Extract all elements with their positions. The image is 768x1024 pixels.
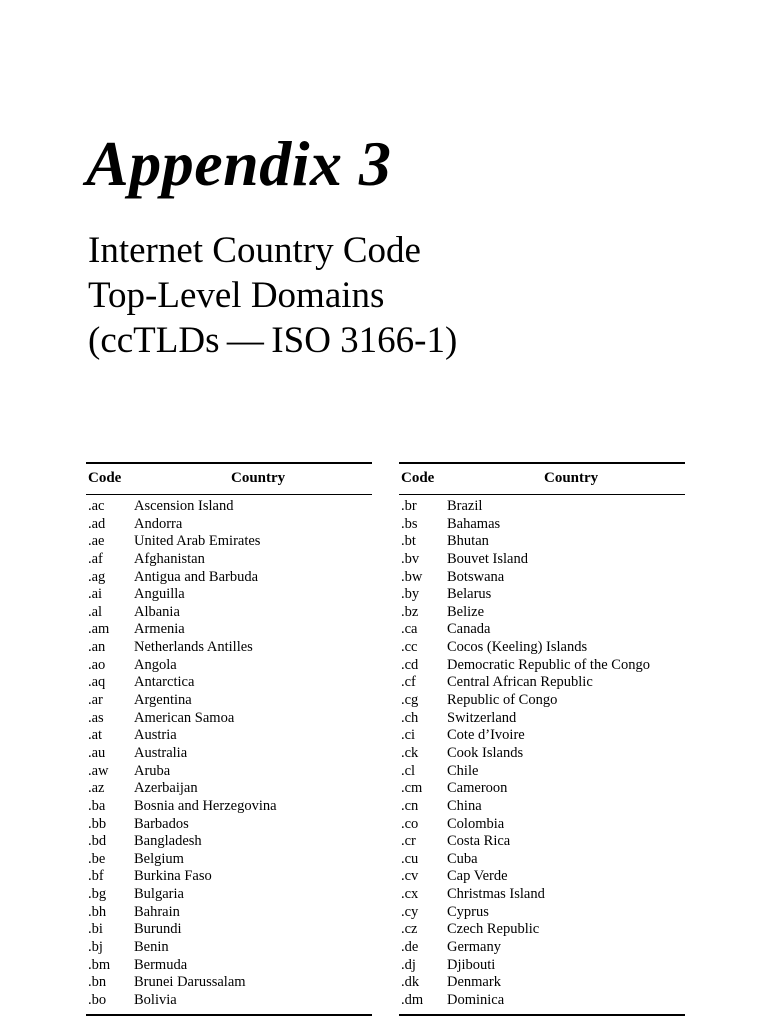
- country-name: Bolivia: [134, 991, 177, 1008]
- domain-code: .at: [88, 727, 103, 744]
- domain-code: .ch: [401, 709, 419, 726]
- domain-code: .aq: [88, 674, 106, 691]
- country-name: Cameroon: [447, 780, 508, 797]
- domain-code: .ci: [401, 727, 416, 744]
- domain-code: .bi: [88, 921, 103, 938]
- country-name: Republic of Congo: [447, 692, 558, 709]
- table-row: [86, 763, 372, 781]
- domain-code: .bf: [88, 868, 104, 885]
- domain-code: .bn: [88, 974, 107, 991]
- column-header-country: Country: [544, 470, 599, 486]
- country-name: Anguilla: [134, 586, 185, 603]
- domain-code: .ck: [401, 744, 419, 761]
- subtitle-line: Top-Level Domains: [88, 275, 385, 316]
- domain-code: .ad: [88, 515, 106, 532]
- domain-code: .br: [401, 498, 417, 514]
- column-header-code: Code: [401, 470, 435, 486]
- domain-code: .dm: [401, 991, 424, 1008]
- domain-code: .cv: [401, 868, 419, 885]
- domain-code: .ar: [88, 692, 103, 709]
- country-name: Bosnia and Herzegovina: [134, 797, 277, 814]
- country-name: Antigua and Barbuda: [134, 568, 259, 585]
- country-name: Bhutan: [447, 533, 489, 550]
- country-name: Cap Verde: [447, 868, 508, 885]
- domain-code: .bj: [88, 939, 103, 956]
- domain-code: .au: [88, 744, 106, 761]
- domain-code: .co: [401, 815, 419, 832]
- table-body: [86, 495, 372, 1014]
- table-row: [399, 639, 685, 657]
- country-name: Bangladesh: [134, 833, 202, 850]
- country-name: Brazil: [447, 498, 483, 514]
- table-row: [86, 569, 372, 587]
- country-name: Christmas Island: [447, 886, 545, 903]
- table-row: [86, 516, 372, 534]
- domain-code: .as: [88, 709, 104, 726]
- domain-code: .cx: [401, 886, 419, 903]
- domain-code: .ba: [88, 797, 106, 814]
- domain-code: .ag: [88, 568, 106, 585]
- subtitle-line: (ccTLDs — ISO 3166-1): [88, 320, 458, 361]
- country-name: Cuba: [447, 850, 478, 867]
- country-name: Botswana: [447, 568, 505, 585]
- country-name: Cyprus: [447, 903, 489, 920]
- domain-code: .cn: [401, 797, 419, 814]
- domain-code: .bm: [88, 956, 111, 973]
- domain-code: .cf: [401, 674, 416, 691]
- domain-code: .bv: [401, 550, 420, 567]
- country-name: Ascension Island: [134, 498, 234, 514]
- table-row: [399, 498, 685, 516]
- country-name: Denmark: [447, 974, 501, 991]
- country-name: Chile: [447, 762, 479, 779]
- table-row: [86, 904, 372, 922]
- cctld-table-right: [399, 462, 685, 1016]
- country-name: Antarctica: [134, 674, 195, 691]
- table-row: [86, 780, 372, 798]
- table-row: [399, 586, 685, 604]
- country-name: China: [447, 797, 482, 814]
- domain-code: .be: [88, 850, 106, 867]
- country-name: Djibouti: [447, 956, 496, 973]
- country-name: Czech Republic: [447, 921, 540, 938]
- table-row: [86, 692, 372, 710]
- country-name: Belarus: [447, 586, 492, 603]
- table-row: [86, 639, 372, 657]
- table-row: [399, 868, 685, 886]
- table-row: [399, 833, 685, 851]
- country-name: Bahamas: [447, 515, 501, 532]
- table-row: [399, 516, 685, 534]
- country-name: Central African Republic: [447, 674, 593, 691]
- country-name: Colombia: [447, 815, 505, 832]
- table-row: [86, 816, 372, 834]
- table-row: [399, 798, 685, 816]
- domain-code: .bo: [88, 991, 107, 1008]
- domain-code: .an: [88, 639, 106, 656]
- table-row: [399, 727, 685, 745]
- country-name: American Samoa: [134, 709, 235, 726]
- subtitle-line: Internet Country Code: [88, 230, 421, 271]
- domain-code: .by: [401, 586, 420, 603]
- country-name: Brunei Darussalam: [134, 974, 246, 991]
- table-row: [86, 939, 372, 957]
- table-row: [399, 710, 685, 728]
- country-name: Cote d’Ivoire: [447, 727, 525, 744]
- domain-code: .az: [88, 780, 105, 797]
- country-name: Bulgaria: [134, 886, 184, 903]
- domain-code: .de: [401, 939, 419, 956]
- domain-code: .cm: [401, 780, 423, 797]
- table-row: [399, 551, 685, 569]
- table-row: [399, 745, 685, 763]
- country-name: Switzerland: [447, 709, 517, 726]
- country-name: Cook Islands: [447, 744, 524, 761]
- table-row: [86, 868, 372, 886]
- domain-code: .dj: [401, 956, 416, 973]
- country-name: Australia: [134, 744, 188, 761]
- table-row: [399, 657, 685, 675]
- table-row: [399, 621, 685, 639]
- table-row: [86, 992, 372, 1010]
- table-row: [399, 780, 685, 798]
- country-name: Barbados: [134, 815, 189, 832]
- country-name: Angola: [134, 656, 177, 673]
- table-row: [86, 533, 372, 551]
- table-row: [86, 745, 372, 763]
- domain-code: .al: [88, 603, 103, 620]
- domain-code: .bh: [88, 903, 107, 920]
- country-name: Albania: [134, 603, 180, 620]
- domain-code: .bw: [401, 568, 423, 585]
- domain-code: .cd: [401, 656, 419, 673]
- table-header: [86, 464, 372, 495]
- column-header-country: Country: [231, 470, 286, 486]
- table-row: [86, 586, 372, 604]
- table-row: [86, 674, 372, 692]
- domain-code: .cy: [401, 903, 419, 920]
- table-row: [399, 692, 685, 710]
- domain-code: .cu: [401, 850, 419, 867]
- country-name: Armenia: [134, 621, 185, 638]
- country-name: United Arab Emirates: [134, 533, 261, 550]
- table-row: [399, 939, 685, 957]
- country-name: Bermuda: [134, 956, 188, 973]
- domain-code: .bg: [88, 886, 107, 903]
- country-name: Dominica: [447, 991, 505, 1008]
- country-name: Azerbaijan: [134, 780, 198, 797]
- domain-code: .bz: [401, 603, 419, 620]
- country-name: Belize: [447, 603, 485, 620]
- column-header-code: Code: [88, 470, 122, 486]
- domain-code: .cg: [401, 692, 419, 709]
- table-row: [86, 710, 372, 728]
- table-row: [399, 604, 685, 622]
- domain-code: .bt: [401, 533, 416, 550]
- table-row: [399, 921, 685, 939]
- table-row: [86, 921, 372, 939]
- country-name: Burkina Faso: [134, 868, 212, 885]
- country-name: Democratic Republic of the Congo: [447, 656, 650, 673]
- table-row: [86, 798, 372, 816]
- country-name: Netherlands Antilles: [134, 639, 253, 656]
- table-row: [86, 604, 372, 622]
- domain-code: .bd: [88, 833, 107, 850]
- table-row: [399, 992, 685, 1010]
- table-row: [86, 833, 372, 851]
- domain-code: .cc: [401, 639, 418, 656]
- table-row: [86, 974, 372, 992]
- table-row: [399, 533, 685, 551]
- table-row: [86, 551, 372, 569]
- domain-code: .cz: [401, 921, 418, 938]
- table-row: [86, 886, 372, 904]
- country-name: Belgium: [134, 850, 184, 867]
- table-row: [399, 851, 685, 869]
- country-name: Argentina: [134, 692, 192, 709]
- table-row: [399, 674, 685, 692]
- appendix-subtitle: [88, 228, 457, 363]
- country-name: Andorra: [134, 515, 183, 532]
- domain-code: .af: [88, 550, 103, 567]
- country-name: Canada: [447, 621, 491, 638]
- chapter-title: Appendix 3: [86, 128, 392, 199]
- domain-code: .bs: [401, 515, 418, 532]
- country-name: Costa Rica: [447, 833, 511, 850]
- domain-code: .cr: [401, 833, 416, 850]
- table-row: [399, 763, 685, 781]
- domain-code: .ca: [401, 621, 418, 638]
- country-name: Bouvet Island: [447, 550, 528, 567]
- domain-code: .aw: [88, 762, 109, 779]
- table-row: [399, 569, 685, 587]
- table-row: [399, 974, 685, 992]
- table-row: [86, 851, 372, 869]
- country-name: Austria: [134, 727, 177, 744]
- cctld-table-left: [86, 462, 372, 1016]
- country-name: Bahrain: [134, 903, 180, 920]
- table-body: [399, 495, 685, 1014]
- domain-code: .am: [88, 621, 110, 638]
- country-name: Afghanistan: [134, 550, 205, 567]
- table-row: [86, 498, 372, 516]
- domain-code: .ai: [88, 586, 103, 603]
- table-row: [86, 621, 372, 639]
- domain-code: .dk: [401, 974, 420, 991]
- domain-code: .ae: [88, 533, 105, 550]
- table-row: [86, 657, 372, 675]
- country-name: Aruba: [134, 762, 171, 779]
- table-row: [399, 904, 685, 922]
- domain-code: .cl: [401, 762, 416, 779]
- country-name: Benin: [134, 939, 169, 956]
- table-row: [86, 727, 372, 745]
- domain-code: .bb: [88, 815, 107, 832]
- table-header: [399, 464, 685, 495]
- country-name: Burundi: [134, 921, 182, 938]
- domain-code: .ac: [88, 498, 105, 514]
- country-name: Germany: [447, 939, 501, 956]
- table-row: [399, 816, 685, 834]
- domain-code: .ao: [88, 656, 106, 673]
- table-row: [399, 957, 685, 975]
- table-row: [86, 957, 372, 975]
- country-name: Cocos (Keeling) Islands: [447, 639, 588, 656]
- table-row: [399, 886, 685, 904]
